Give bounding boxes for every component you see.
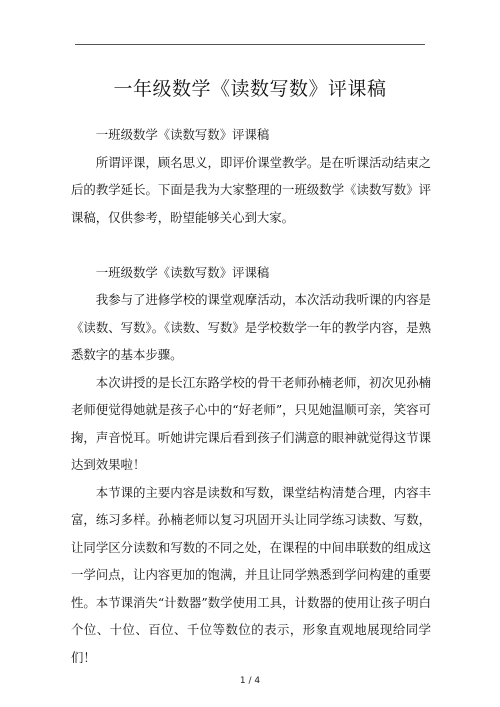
header-rule (75, 44, 425, 45)
paragraph-content: 本节课的主要内容是读数和写数，课堂结构清楚合理，内容丰富，练习多样。孙楠老师以复习巩固开头让同学练习读数、写数，让同学区分读数和写数的不同之处，在课程的中间串联数的组成这一学问点，让内容更加的饱满，并且让同学熟悉到学问构建的重要性。本节课消失“计数器”数学使用工具，计数器的使用让孩子明白个位、十位、百位、千位等数位的表示，形象直观地展现给同学们！ (71, 484, 431, 665)
paragraph-activity: 我参与了进修学校的课堂观摩活动，本次活动我听课的内容是《读数、写数》。《读数、写数》是学校数学一年的教学内容，是熟悉数字的基本步骤。 (71, 292, 431, 362)
document-body (71, 121, 431, 671)
page-number: 1 / 4 (239, 676, 261, 686)
paragraph-subtitle-2: 一班级数学《读数写数》评课稿 (95, 264, 270, 280)
blank-line (71, 231, 431, 259)
paragraph-teacher: 本次讲授的是长江东路学校的骨干老师孙楠老师，初次见孙楠老师便觉得她就是孩子心中的“好老师”，只见她温顺可亲，笑容可掬，声音悦耳。听她讲完课后看到孩子们满意的眼神就觉得这节课达到效果啦！ (71, 374, 431, 472)
paragraph-subtitle-1: 一班级数学《读数写数》评课稿 (95, 127, 270, 142)
paragraph-intro: 所谓评课，顾名思义，即评价课堂教学。是在听课活动结束之后的教学延长。下面是我为大家整理的一班级数学《读数写数》评课稿，仅供参考，盼望能够关心到大家。 (71, 154, 431, 225)
document-title: 一年级数学《读数写数》评课稿 (113, 78, 387, 100)
